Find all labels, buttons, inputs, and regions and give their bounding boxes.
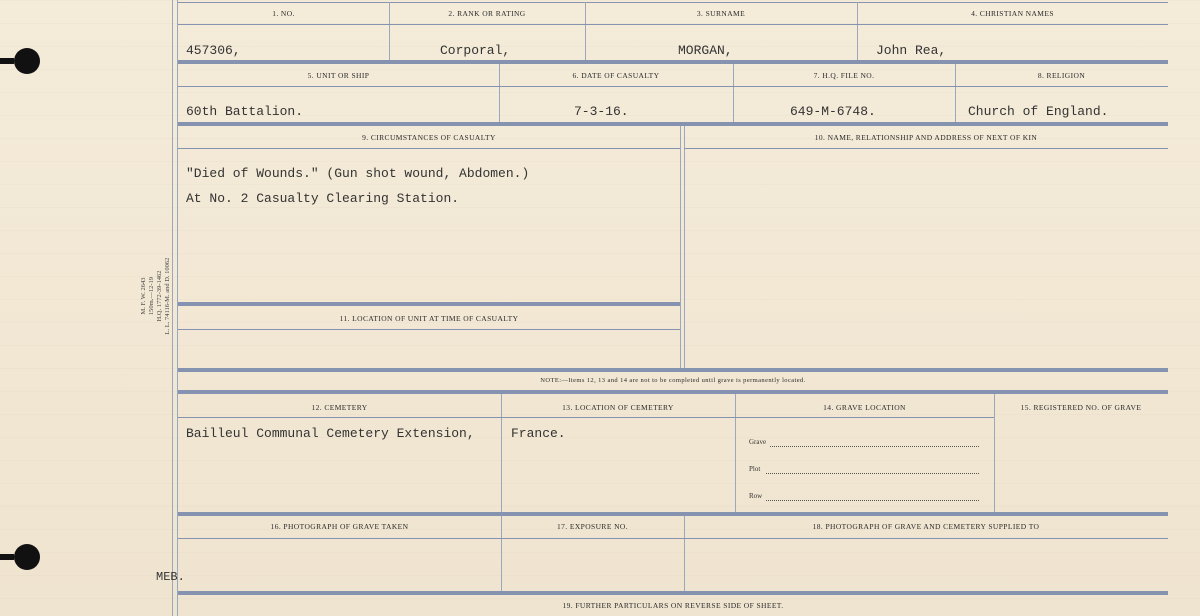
rule bbox=[178, 538, 1168, 539]
religion-label: 8. RELIGION bbox=[1037, 71, 1086, 80]
grave-field-label: Grave bbox=[749, 438, 767, 446]
unit-value: 60th Battalion. bbox=[186, 104, 304, 119]
rule bbox=[178, 122, 1168, 126]
rule bbox=[178, 302, 680, 306]
cemetery-location-value: France. bbox=[511, 426, 566, 441]
rule bbox=[178, 2, 1168, 3]
print-ref-3: H.Q. 1772-39-1462 bbox=[156, 270, 163, 322]
rule bbox=[178, 86, 1168, 87]
date-label: 6. DATE OF CASUALTY bbox=[572, 71, 660, 80]
surname-value: MORGAN, bbox=[678, 43, 733, 58]
grave-field-line bbox=[770, 446, 979, 447]
rule bbox=[178, 417, 994, 418]
rule bbox=[178, 368, 1168, 372]
surname-label: 3. SURNAME bbox=[696, 9, 746, 18]
rule bbox=[178, 60, 1168, 64]
print-ref-2: 150m.—12-19 bbox=[148, 276, 155, 316]
no-label: 1. NO. bbox=[272, 9, 295, 18]
rule bbox=[178, 329, 680, 330]
rule bbox=[178, 390, 1168, 394]
cemetery-label: 12. CEMETERY bbox=[311, 403, 368, 412]
rule bbox=[178, 512, 1168, 516]
row-field-label: Row bbox=[749, 492, 763, 500]
next-of-kin-label: 10. NAME, RELATIONSHIP AND ADDRESS OF NEXT OF KIN bbox=[814, 133, 1038, 142]
rule bbox=[684, 148, 1168, 149]
rank-value: Corporal, bbox=[440, 43, 511, 58]
photograph-label: 16. PHOTOGRAPH OF GRAVE TAKEN bbox=[270, 522, 409, 531]
cemetery-value: Bailleul Communal Cemetery Extension, bbox=[186, 426, 475, 441]
grave-location-label: 14. GRAVE LOCATION bbox=[823, 403, 906, 412]
circumstances-line-2: At No. 2 Casualty Clearing Station. bbox=[186, 191, 460, 206]
christian-names-label: 4. CHRISTIAN NAMES bbox=[971, 9, 1054, 18]
circumstances-line-1: "Died of Wounds." (Gun shot wound, Abdomen.) bbox=[186, 166, 530, 181]
file-value: 649-M-6748. bbox=[790, 104, 876, 119]
punch-hole-top bbox=[14, 48, 40, 74]
row-field-line bbox=[766, 500, 979, 501]
divider bbox=[680, 126, 681, 370]
divider bbox=[684, 126, 685, 370]
location-of-unit-label: 11. LOCATION OF UNIT AT TIME OF CASUALTY bbox=[339, 314, 519, 323]
note-text: NOTE:—Items 12, 13 and 14 are not to be completed until grave is permanently located. bbox=[540, 377, 806, 384]
punch-hole-top-tail bbox=[0, 58, 14, 64]
circumstances-label: 9. CIRCUMSTANCES OF CASUALTY bbox=[362, 133, 496, 142]
plot-field-label: Plot bbox=[749, 465, 761, 473]
print-ref-1: M. F. W. 2643 bbox=[140, 277, 147, 315]
punch-hole-bottom-tail bbox=[0, 554, 14, 560]
rule bbox=[178, 591, 1168, 595]
plot-field-line bbox=[766, 473, 979, 474]
unit-label: 5. UNIT OR SHIP bbox=[307, 71, 370, 80]
christian-names-value: John Rea, bbox=[876, 43, 947, 58]
clerk-initials: MEB. bbox=[156, 570, 185, 584]
footer-text: 19. FURTHER PARTICULARS ON REVERSE SIDE OF SHEET. bbox=[562, 601, 784, 610]
rank-label: 2. RANK OR RATING bbox=[448, 9, 526, 18]
date-value: 7-3-16. bbox=[574, 104, 629, 119]
margin-line bbox=[172, 0, 173, 616]
religion-value: Church of England. bbox=[968, 104, 1109, 119]
rule bbox=[178, 148, 680, 149]
form-print-reference bbox=[140, 236, 172, 356]
punch-hole-bottom bbox=[14, 544, 40, 570]
file-label: 7. H.Q. FILE NO. bbox=[813, 71, 875, 80]
exposure-label: 17. EXPOSURE NO. bbox=[557, 522, 628, 531]
print-ref-4: L. L. 74116-M. and D. 10062 bbox=[164, 257, 171, 335]
cemetery-location-label: 13. LOCATION OF CEMETERY bbox=[562, 403, 674, 412]
rule bbox=[178, 24, 1168, 25]
photo-supplied-label: 18. PHOTOGRAPH OF GRAVE AND CEMETERY SUPPLIED TO bbox=[812, 522, 1040, 531]
registered-no-label: 15. REGISTERED NO. OF GRAVE bbox=[1020, 403, 1142, 412]
service-number: 457306, bbox=[186, 43, 241, 58]
